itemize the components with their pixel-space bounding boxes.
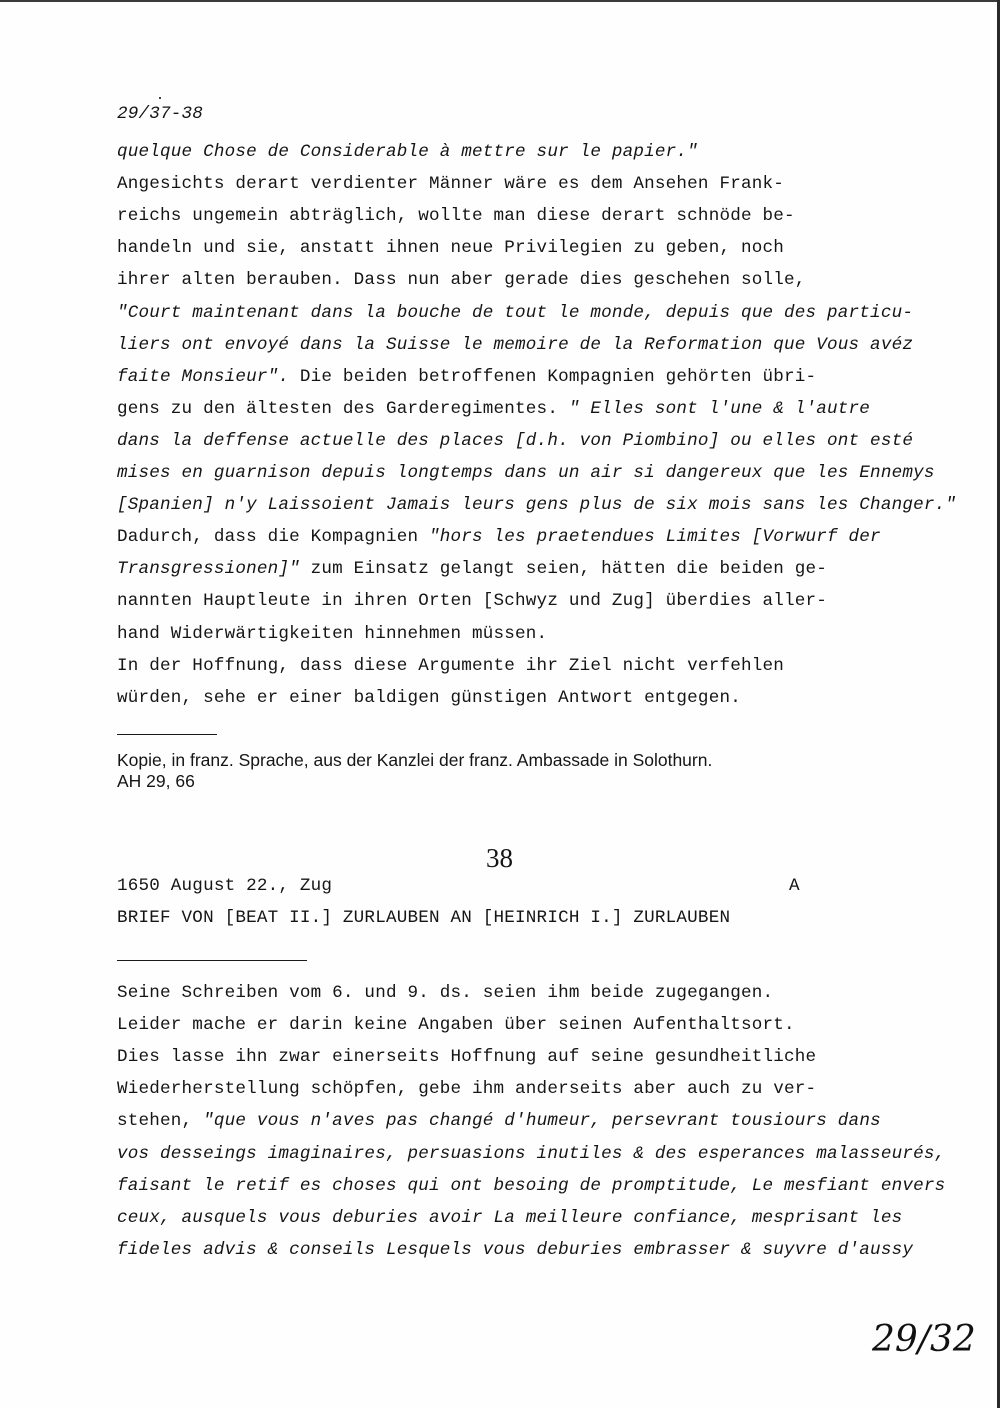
- handwritten-page-number: 29/32: [872, 1319, 976, 1360]
- quoted-italic-text: faisant le retif es choses qui ont besoing de promptitude, Le mesfiant envers: [117, 1175, 946, 1196]
- text-line: [117, 366, 817, 387]
- text-line: [117, 655, 784, 676]
- body-text: nannten Hauptleute in ihren Orten [Schwyz und Zug] überdies aller-: [117, 591, 828, 612]
- text-line: [117, 176, 784, 194]
- document-type-letter: A: [789, 876, 800, 896]
- text-line: [117, 497, 956, 515]
- text-line: [117, 272, 806, 290]
- quoted-italic-text: quelque Chose de Considerable à mettre sur le papier.": [117, 142, 698, 162]
- quoted-italic-text: faite Monsieur".: [117, 366, 290, 387]
- body-text: zum Einsatz gelangt seien, hätten die beiden ge-: [299, 559, 828, 580]
- text-line: [117, 1175, 946, 1196]
- body-text: Die beiden betroffenen Kompagnien gehörten übri-: [289, 366, 817, 387]
- text-line: [117, 985, 773, 1003]
- text-line: [117, 1017, 795, 1035]
- text-line: [117, 334, 914, 355]
- document-number: 38: [486, 843, 513, 873]
- body-text: Seine Schreiben vom 6. und 9. ds. seien ihm beide zugegangen.: [117, 983, 774, 1003]
- quoted-italic-text: Transgressionen]": [117, 559, 300, 580]
- quoted-italic-text: ceux, ausquels vous deburies avoir La meilleure confiance, mesprisant les: [117, 1207, 903, 1228]
- document-date-place: 1650 August 22., Zug: [117, 876, 333, 896]
- body-text: Dadurch, dass die Kompagnien: [117, 527, 429, 548]
- quoted-italic-text: "Court maintenant dans la bouche de tout le monde, depuis que des particu-: [117, 302, 914, 323]
- text-line: [117, 529, 881, 547]
- page-reference: 29/37-38: [117, 104, 204, 124]
- scan-speck: [159, 97, 161, 99]
- text-line: [117, 1113, 881, 1131]
- scan-top-edge: [0, 0, 1000, 2]
- body-text: reichs ungemein abträglich, wollte man diese derart schnöde be-: [117, 206, 795, 227]
- quoted-italic-text: fideles advis & conseils Lesquels vous deburies embrasser & suyvre d'aussy: [117, 1239, 914, 1260]
- text-line: [117, 302, 914, 323]
- quoted-italic-text: [Spanien] n'y Laissoient Jamais leurs gens plus de six mois sans les Changer.": [117, 495, 957, 516]
- body-text: ihrer alten berauben. Dass nun aber gerade dies geschehen solle,: [117, 270, 806, 291]
- text-line: [117, 687, 741, 708]
- text-line: [117, 623, 548, 644]
- text-line: [117, 430, 914, 451]
- body-text: Leider mache er darin keine Angaben über seinen Aufenthaltsort.: [117, 1015, 795, 1036]
- text-line: [117, 593, 827, 611]
- text-line: [117, 465, 935, 483]
- quoted-italic-text: "que vous n'aves pas changé d'humeur, persevrant tousiours dans: [203, 1111, 881, 1132]
- quoted-italic-text: " Elles sont l'une & l'autre: [568, 398, 871, 419]
- quoted-italic-text: vos desseings imaginaires, persuasions inutiles & des esperances malasseurés,: [117, 1143, 946, 1164]
- body-text: In der Hoffnung, dass diese Argumente ihr Ziel nicht verfehlen: [117, 655, 784, 676]
- text-line: [117, 398, 871, 419]
- body-text: Dies lasse ihn zwar einerseits Hoffnung auf seine gesundheitliche: [117, 1047, 817, 1068]
- source-note-line: Kopie, in franz. Sprache, aus der Kanzlei der franz. Ambassade in Solothurn.: [117, 750, 713, 770]
- text-line: [117, 240, 784, 258]
- document-title: BRIEF VON [BEAT II.] ZURLAUBEN AN [HEINRICH I.] ZURLAUBEN: [117, 908, 731, 928]
- body-text: handeln und sie, anstatt ihnen neue Privilegien zu geben, noch: [117, 238, 784, 259]
- text-line: [117, 1049, 816, 1067]
- quoted-italic-text: liers ont envoyé dans la Suisse le memoire de la Reformation que Vous avéz: [117, 334, 914, 355]
- text-line: [117, 1143, 946, 1164]
- text-line: [117, 144, 698, 162]
- body-text: Angesichts derart verdienter Männer wäre es dem Ansehen Frank-: [117, 174, 784, 195]
- text-line: [117, 1207, 903, 1228]
- quoted-italic-text: mises en guarnison depuis longtemps dans un air si dangereux que les Ennemys: [117, 463, 935, 483]
- archive-reference: AH 29, 66: [117, 771, 195, 791]
- text-line: [117, 1081, 816, 1099]
- body-text: würden, sehe er einer baldigen günstigen Antwort entgegen.: [117, 687, 741, 708]
- text-line: [117, 208, 795, 226]
- text-line: [117, 561, 827, 579]
- body-text: stehen,: [117, 1111, 204, 1132]
- quoted-italic-text: dans la deffense actuelle des places [d.h. von Piombino] ou elles ont esté: [117, 430, 914, 451]
- quoted-italic-text: "hors les praetendues Limites [Vorwurf der: [428, 527, 881, 548]
- separator-rule: [117, 734, 217, 735]
- title-separator-rule: [117, 960, 307, 961]
- body-text: hand Widerwärtigkeiten hinnehmen müssen.: [117, 623, 548, 644]
- body-text: Wiederherstellung schöpfen, gebe ihm anderseits aber auch zu ver-: [117, 1079, 817, 1100]
- body-text: gens zu den ältesten des Garderegimentes.: [117, 398, 569, 419]
- text-line: [117, 1239, 914, 1260]
